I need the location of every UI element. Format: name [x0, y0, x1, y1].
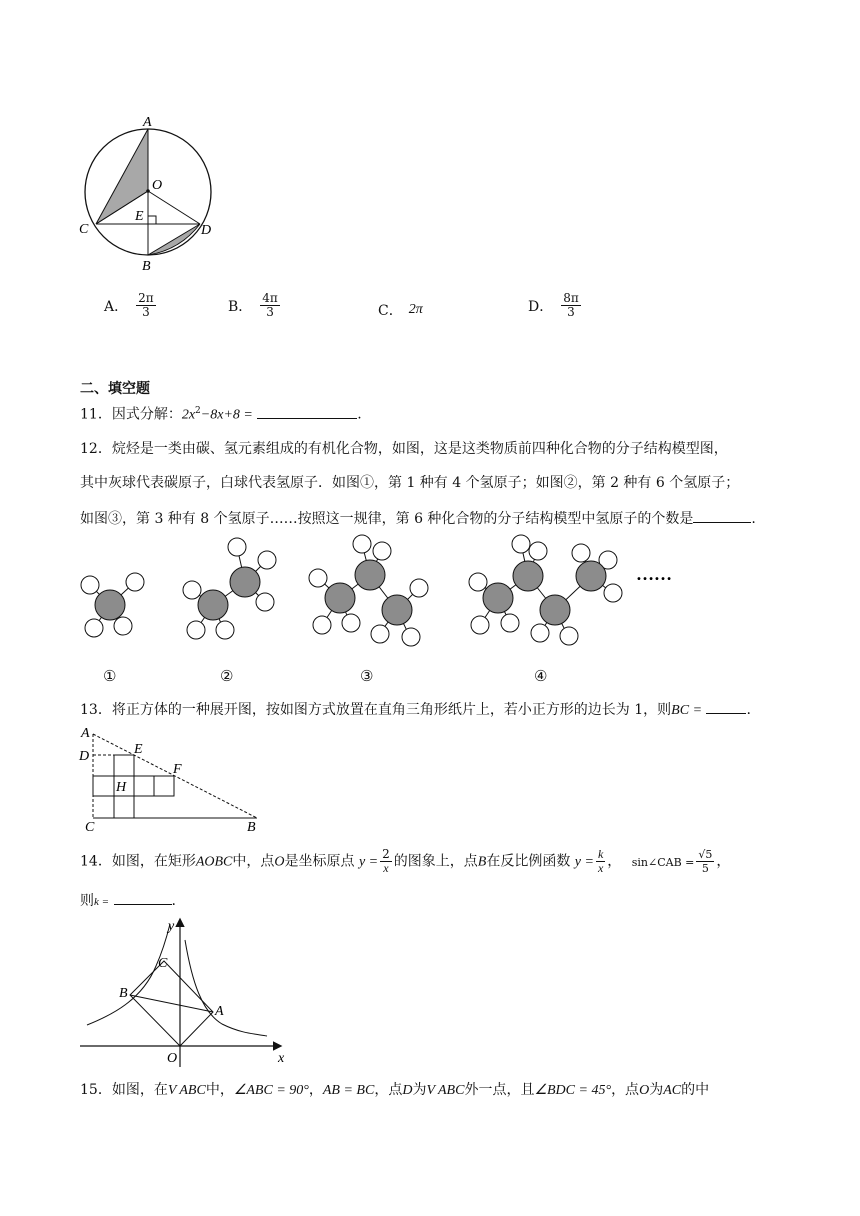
- molecule-1: [81, 573, 144, 637]
- label-b: B: [142, 259, 151, 274]
- label-c: C: [85, 820, 95, 834]
- question-15: 15．如图，在V ABC中，∠ABC = 90°，AB = BC，点D为V ABC外一点，且∠BDC = 45°，点O为AC的中: [80, 1082, 710, 1098]
- label-h: H: [116, 780, 127, 795]
- answer-blank-11[interactable]: [257, 404, 357, 419]
- caption-3: ③: [360, 667, 374, 685]
- label-b: B: [119, 986, 128, 1001]
- molecule-3: [309, 535, 428, 646]
- cube-net-figure: [76, 722, 276, 834]
- option-b[interactable]: B． $\frac{4\pi}{3}$: [228, 291, 278, 319]
- question-14-line-1: 14．如图，在矩形AOBC中，点O是坐标原点 y = $\frac{2}{x}$ 的图象上，点B在反比例函数 y = $\frac{k}{x}$ ， sin∠CAB = $\frac{√5}{5}$ ，: [80, 847, 731, 875]
- caption-1: ①: [103, 667, 117, 685]
- answer-blank-13[interactable]: [706, 699, 746, 714]
- molecule-4: [469, 535, 622, 645]
- label-e: E: [134, 742, 143, 757]
- label-o: O: [167, 1051, 178, 1066]
- axis-label-y: y: [168, 919, 175, 934]
- shaded-region-bd: [148, 224, 200, 255]
- question-14-line-2: 则k = .: [80, 890, 800, 911]
- molecule-figures: [70, 530, 710, 660]
- option-a[interactable]: A． $\frac{2\pi}{3}$: [104, 291, 154, 319]
- label-c: C: [158, 956, 168, 971]
- circle-figure: [72, 110, 222, 275]
- label-b: B: [247, 820, 256, 834]
- molecule-2: [183, 538, 276, 639]
- question-12-line-2: 其中灰球代表碳原子，白球代表氢原子．如图①，第 1 种有 4 个氢原子；如图②，第 2 种有 6 个氢原子；: [80, 475, 740, 491]
- question-12-line-3: 如图③，第 3 种有 8 个氢原子……按照这一规律，第 6 种化合物的分子结构模型中氢原子的个数是 .: [80, 508, 800, 528]
- caption-2: ②: [220, 667, 234, 685]
- caption-4: ④: [534, 667, 548, 685]
- label-c: C: [79, 222, 89, 237]
- axis-label-x: x: [278, 1051, 285, 1066]
- label-a: A: [81, 726, 90, 741]
- question-11: 11．因式分解：$2x^2-8x+8$ = .: [80, 402, 800, 425]
- coordinate-figure: [72, 912, 297, 1072]
- label-a: A: [143, 115, 152, 130]
- question-12-line-1: 12．烷烃是一类由碳、氢元素组成的有机化合物，如图，这是这类物质前四种化合物的分子结构模型图，: [80, 441, 728, 457]
- answer-blank-12[interactable]: [693, 508, 751, 523]
- label-d: D: [201, 223, 212, 238]
- option-c[interactable]: C． 2π: [378, 302, 423, 319]
- question-13: 13．将正方体的一种展开图，按如图方式放置在直角三角形纸片上，若小正方形的边长为 1，则BC = .: [80, 699, 800, 720]
- label-d: D: [79, 749, 90, 764]
- section-title: 二、填空题: [80, 381, 150, 397]
- label-o: O: [152, 178, 163, 193]
- label-e: E: [135, 209, 144, 224]
- molecule-ellipsis: ……: [636, 564, 672, 584]
- label-a: A: [215, 1004, 224, 1019]
- answer-blank-14[interactable]: [114, 890, 172, 905]
- label-f: F: [173, 762, 182, 777]
- option-d[interactable]: D． $\frac{8\pi}{3}$: [528, 291, 579, 319]
